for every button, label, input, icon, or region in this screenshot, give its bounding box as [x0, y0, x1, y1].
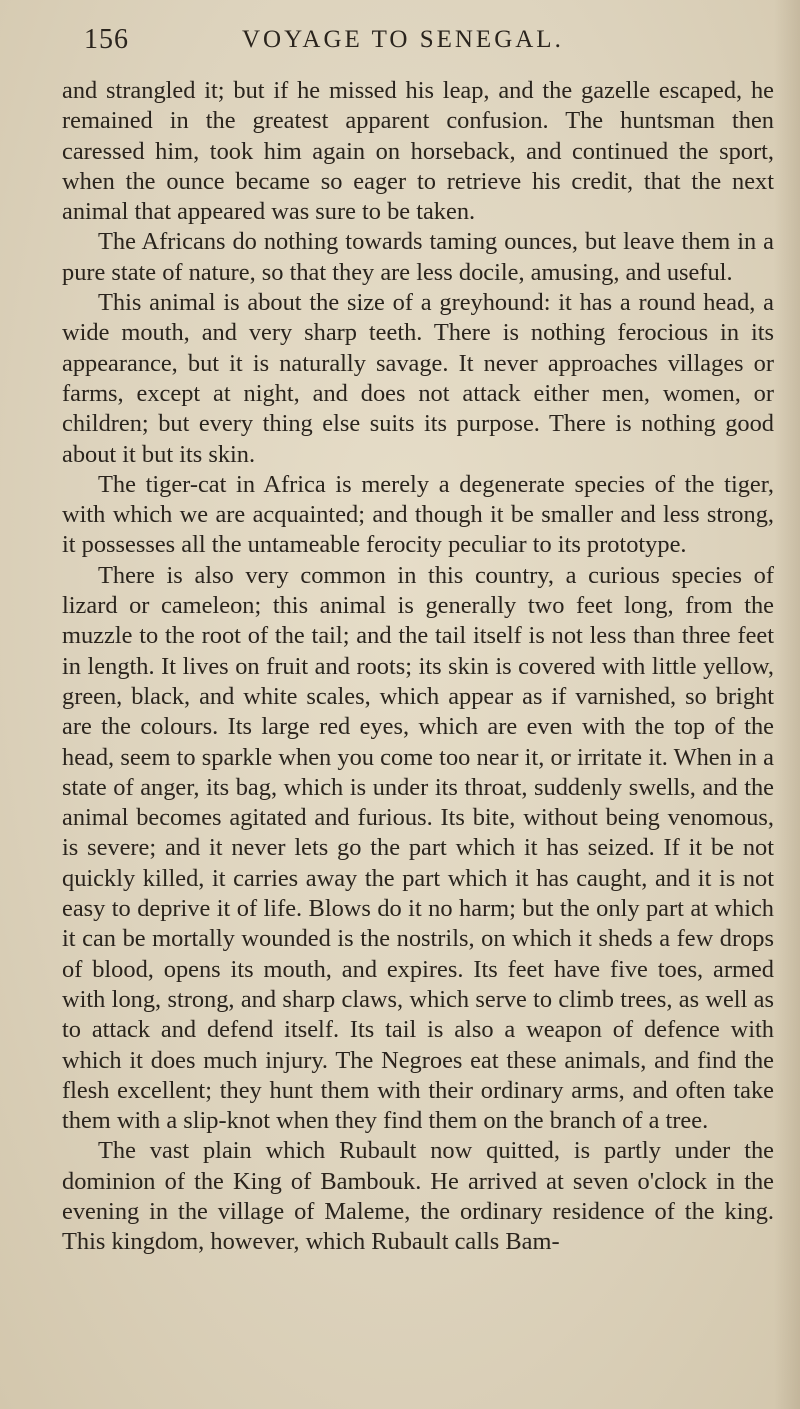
- page-header: [62, 18, 774, 62]
- paragraph: The tiger-cat in Africa is merely a degenerate species of the tiger, with which we are acquainted; and though it be smaller and less strong, it possesses all the untameable ferocity peculiar to its prototype.: [62, 470, 774, 559]
- book-page: [62, 18, 774, 1258]
- paragraph: and strangled it; but if he missed his leap, and the gazelle escaped, he remained in the greatest apparent confusion. The huntsman then caressed him, took him again on horseback, and continued the sport, when the ounce became so eager to retrieve his credit, that the next animal that appeared was sure to be taken.: [62, 77, 774, 226]
- paragraph: The Africans do nothing towards taming ounces, but leave them in a pure state of nature, so that they are less docile, amusing, and useful.: [62, 228, 774, 286]
- page-number: 156: [84, 24, 129, 55]
- paragraph: The vast plain which Rubault now quitted, is partly under the dominion of the King of Bambouk. He arrived at seven o'clock in the evening in the village of Maleme, the ordinary residence of the king. This kingdom, however, which Rubault calls Bam-: [62, 1137, 774, 1256]
- page-edge-shadow: [774, 0, 800, 1409]
- paragraph: There is also very common in this country, a curious species of lizard or cameleon; this animal is generally two feet long, from the muzzle to the root of the tail; and the tail itself is not less than three feet in length. It lives on fruit and roots; its skin is covered with little yellow, green, black, and white scales, which appear as if varnished, so bright are the colours. Its large red eyes, which are even with the top of the head, seem to sparkle when you come too near it, or irritate it. When in a state of anger, its bag, which is under its throat, suddenly swells, and the animal becomes agitated and furious. Its bite, without being venomous, is severe; and it never lets go the part which it has seized. If it be not quickly killed, it carries away the part which it has caught, and it is not easy to deprive it of life. Blows do it no harm; but the only part at which it can be mortally wounded is the nostrils, on which it sheds a few drops of blood, opens its mouth, and expires. Its feet have five toes, armed with long, strong, and sharp claws, which serve to climb trees, as well as to attack and defend itself. Its tail is also a weapon of defence with which it does much injury. The Negroes eat these animals, and find the flesh excellent; they hunt them with their ordinary arms, and often take them with a slip-knot when they find them on the branch of a tree.: [62, 561, 774, 1135]
- running-head: VOYAGE TO SENEGAL.: [242, 26, 564, 53]
- body-text: [62, 76, 774, 1258]
- paragraph: This animal is about the size of a greyhound: it has a round head, a wide mouth, and very sharp teeth. There is nothing ferocious in its appearance, but it is naturally savage. It never approaches villages or farms, except at night, and does not attack either men, women, or children; but every thing else suits its purpose. There is nothing good about it but its skin.: [62, 289, 774, 468]
